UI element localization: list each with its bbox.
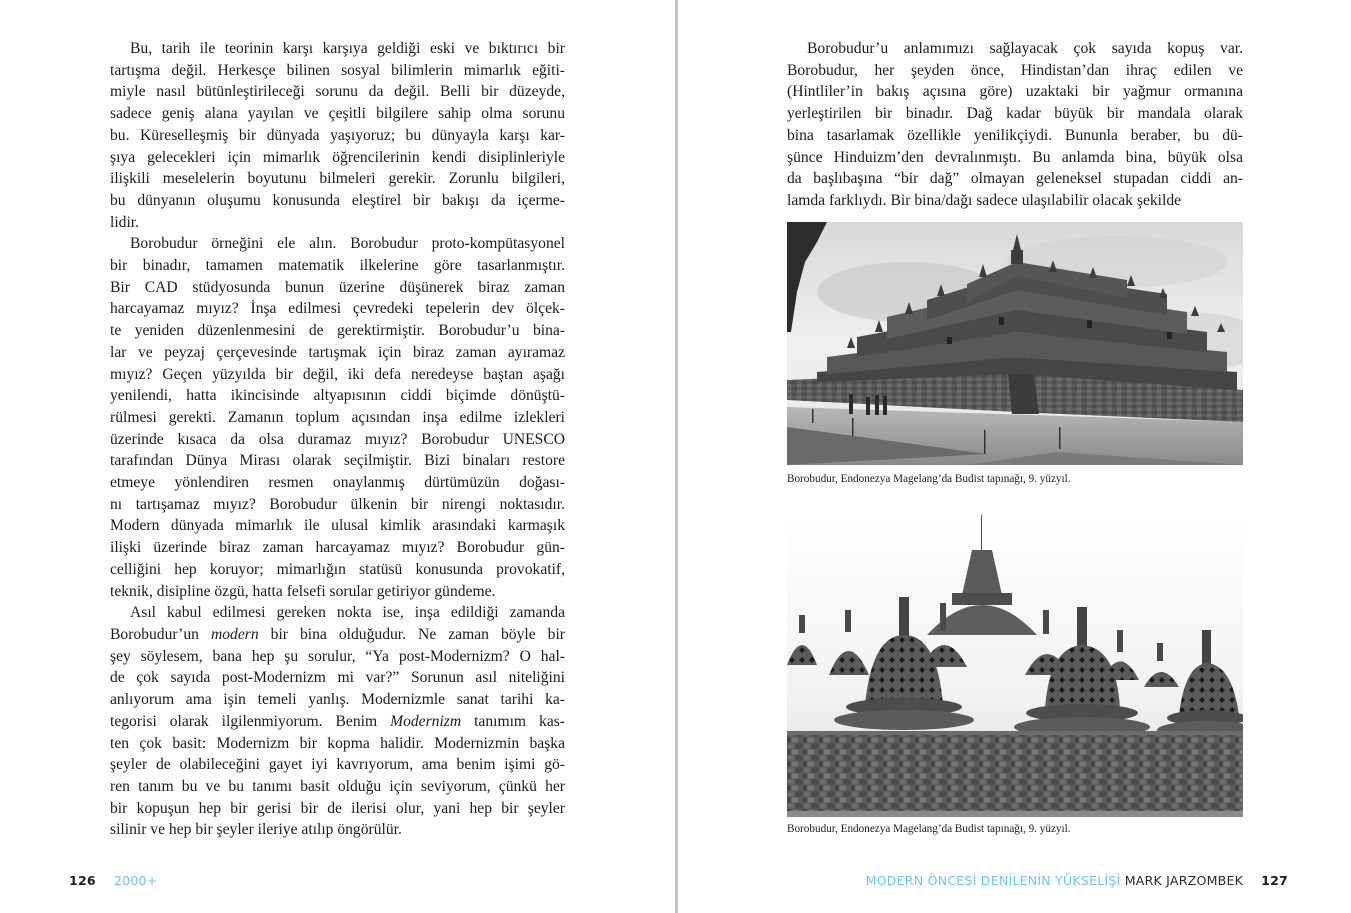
text-line: Bu, tarih ile teorinin karşı karşıya geldiği eski ve bıktırıcı bir bbox=[130, 40, 565, 57]
text-line: yenilendi, hatta ikincisinde altyapısının ciddi biçimde dönüştü- bbox=[110, 387, 565, 405]
text-line: miyle nasıl bütünleştirileceği sorunu da değil. Belli bir düzeyde, bbox=[110, 83, 565, 101]
text-line: nı tartışamaz mıyız? Borobudur ülkenin bir nirengi noktasıdır. bbox=[110, 495, 565, 513]
text-line: bu. Küreselleşmiş bir dünyada yaşıyoruz; bu dünyayla karşı kar- bbox=[110, 126, 565, 144]
text-line: anlıyorum ama işin temeli yanlış. Modernizmle sanat tarihi ka- bbox=[110, 691, 565, 709]
text-line: lamda farklıydı. Bir bina/dağı sadece ulaşılabilir olacak şekilde bbox=[787, 191, 1182, 209]
italic-term: Modernizm bbox=[390, 712, 462, 730]
text-line: etmeye yönlendiren resmen onaylanmış dürtümüzün doğası- bbox=[110, 474, 565, 492]
text-line: şey söylesem, bana hep şu sorulur, “Ya post-Modernizm? O hal- bbox=[110, 647, 565, 665]
text-line: de çok sayıda post-Modernizm mi var?” Sorunun asıl niteliğini bbox=[110, 669, 565, 687]
borobudur-stupas-photo bbox=[787, 515, 1243, 817]
text-line: tarafından Dünya Mirası olarak seçilmiştir. Bizi binaları restore bbox=[110, 452, 565, 470]
text-line: silinir ve hep bir şeyler ileriye atılıp öngörülür. bbox=[110, 821, 402, 839]
running-head-author: MARK JARZOMBEK bbox=[1124, 873, 1244, 888]
borobudur-wide-illustration bbox=[787, 222, 1243, 465]
paragraph bbox=[110, 233, 565, 602]
text-line: yerleştirilen bir binadır. Dağ kadar büyük bir mandala olarak bbox=[787, 105, 1243, 123]
text-line: Borobudur’u anlamımızı sağlayacak çok sayıda kopuş var. bbox=[807, 40, 1243, 57]
text-line: şıya gelecekleri için mimarlık öğrencilerinin kendi disiplinleriyle bbox=[110, 148, 565, 166]
text-line: celliğini hep koruyor; mimarlığın statüsü konusunda provokatif, bbox=[110, 560, 565, 578]
left-page-body bbox=[110, 38, 565, 841]
text-line: tegorisi olarak ilgilenmiyorum. Benim Modernizm tanımım kas- bbox=[110, 712, 565, 730]
text-line: te yeniden düzenlenmesini de gerektirmiştir. Borobudur’u bina- bbox=[110, 322, 565, 340]
paragraph bbox=[110, 38, 565, 233]
text-line: teknik, disipline özgü, hatta felsefi sorular getiriyor gündeme. bbox=[110, 582, 496, 600]
italic-term: modern bbox=[210, 625, 259, 643]
text-line: ilişkili meselelerin boyutunu bilmeleri gerekir. Zorunlu bilgileri, bbox=[110, 170, 565, 188]
page-number: 127 bbox=[1261, 873, 1288, 888]
text-line: lidir. bbox=[110, 213, 140, 231]
right-page-body bbox=[787, 38, 1243, 212]
paragraph bbox=[787, 38, 1243, 212]
borobudur-wide-photo bbox=[787, 222, 1243, 465]
figure-caption: Borobudur, Endonezya Magelang’da Budist tapınağı, 9. yüzyıl. bbox=[787, 473, 1071, 485]
page-gutter-divider bbox=[675, 0, 678, 913]
text-line: Borobudur örneğini ele alın. Borobudur proto-kompütasyonel bbox=[130, 235, 565, 253]
text-line: ten çok basit: Modernizm bir kopma halidir. Modernizmin başka bbox=[110, 734, 565, 752]
text-line: bu dünyanın oluşumu konusunda eleştirel bir bakışı da içerme- bbox=[110, 191, 565, 209]
text-line: bir kopuşun hep bir gerisi bir de ilerisi olur, yani hep bir şeyler bbox=[110, 799, 565, 817]
text-line: mıyız? Geçen yüzyılda bir değil, iki defa neredeyse baştan aşağı bbox=[110, 365, 565, 383]
paragraph bbox=[110, 602, 565, 841]
running-head: 2000+ bbox=[113, 873, 158, 888]
text-line: harcayamaz mıyız? İnşa edilmesi çevredeki tepelerin dev ölçek- bbox=[110, 300, 565, 318]
right-page-footer bbox=[866, 873, 1288, 888]
text-line: Asıl kabul edilmesi gereken nokta ise, inşa edildiği zamanda bbox=[130, 604, 565, 622]
text-line: şeyler de olabileceğini gayet iyi kavrıyorum, ama benim işimi gö- bbox=[110, 756, 565, 774]
text-line: Borobudur, her şeyden önce, Hindistan’dan ihraç edilen ve bbox=[787, 61, 1243, 79]
text-line: ren tanım bu ve bu tanımı basit olduğu için seviyorum, çünkü her bbox=[110, 777, 565, 795]
text-line: Borobudur’un modern bir bina olduğudur. Ne zaman böyle bir bbox=[110, 625, 565, 643]
text-line: üzerinde kısaca da olsa duramaz mıyız? Borobudur UNESCO bbox=[110, 430, 565, 448]
text-line: Bir CAD stüdyosunda bunun üzerine düşünerek biraz zaman bbox=[110, 278, 565, 296]
text-line: bir binadır, tamamen matematik ilkelerine göre tasarlanmıştır. bbox=[110, 257, 565, 275]
text-line: rülmesi gerekti. Zamanın toplum açısından inşa edilme izlekleri bbox=[110, 408, 565, 426]
running-head-title: MODERN ÖNCESİ DENİLENİN YÜKSELİŞİ bbox=[865, 873, 1121, 888]
text-line: şünce Hinduizm’den devralınmıştı. Bu anlamda bina, büyük olsa bbox=[787, 148, 1243, 166]
figure-caption: Borobudur, Endonezya Magelang’da Budist tapınağı, 9. yüzyıl. bbox=[787, 823, 1071, 835]
text-line: sadece geniş alana yayılan ve çeşitli bilgilere sahip olma sorunu bbox=[110, 105, 565, 123]
text-line: Modern dünyada mimarlık ile ulusal kimlik arasındaki karmaşık bbox=[110, 517, 565, 535]
text-line: ilişki üzerinde biraz zaman harcayamaz mıyız? Borobudur gün- bbox=[110, 539, 565, 557]
text-line: da başlıbaşına “bir dağ” olmayan geleneksel stupadan ciddi an- bbox=[787, 170, 1243, 188]
text-line: (Hintliler’in bakış açısına göre) uzaktaki bir yağmur ormanına bbox=[787, 83, 1243, 101]
page-number: 126 bbox=[69, 873, 96, 888]
left-page-footer bbox=[69, 873, 158, 888]
borobudur-stupas-illustration bbox=[787, 515, 1243, 817]
text-line: lar ve peyzaj çerçevesinde tartışmak için biraz zaman ayıramaz bbox=[110, 343, 565, 361]
text-line: tartışma değil. Herkesçe bilinen sosyal bilimlerin mimarlık eğiti- bbox=[110, 61, 565, 79]
text-line: bina tasarlamak özellikle yenilikçiydi. Bununla beraber, bu dü- bbox=[787, 126, 1243, 144]
